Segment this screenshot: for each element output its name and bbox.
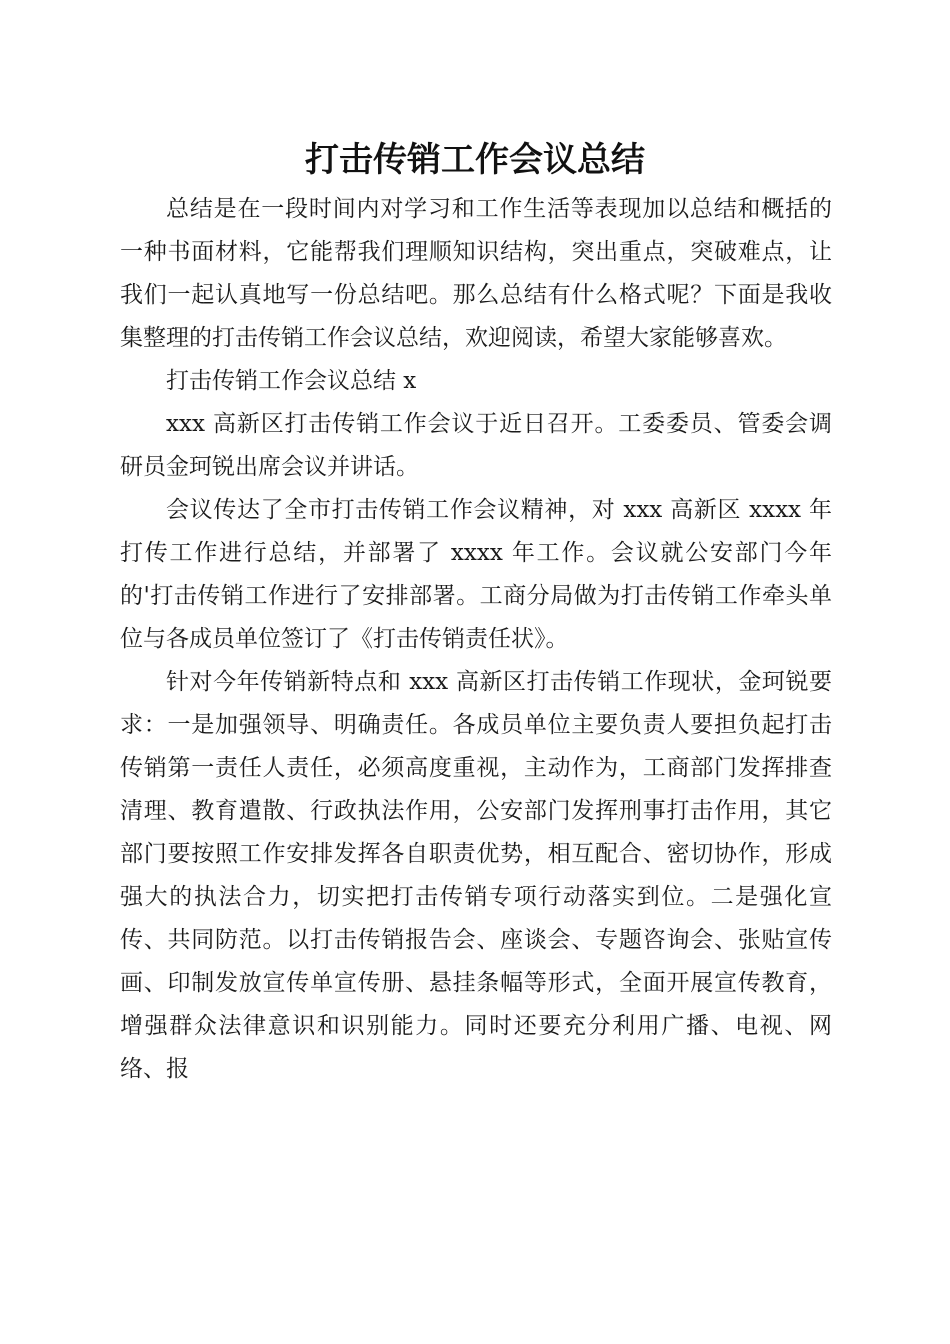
intro-paragraph: 总结是在一段时间内对学习和工作生活等表现加以总结和概括的一种书面材料，它能帮我们理顺知识结构，突出重点，突破难点，让我们一起认真地写一份总结吧。那么总结有什么格式呢？下面是我收集整理的打击传销工作会议总结，欢迎阅读，希望大家能够喜欢。 <box>120 196 832 351</box>
document-body <box>120 188 832 1091</box>
section-heading: 打击传销工作会议总结 x <box>166 368 417 394</box>
body-paragraph: 会议传达了全市打击传销工作会议精神，对 xxx 高新区 xxxx 年打传工作进行总结，并部署了 xxxx 年工作。会议就公安部门今年的'打击传销工作进行了安排部署。工商分局做为打击传销工作牵头单位与各成员单位签订了《打击传销责任状》。 <box>120 497 832 652</box>
document-title: 打击传销工作会议总结 <box>305 140 645 180</box>
body-paragraph: xxx 高新区打击传销工作会议于近日召开。工委委员、管委会调研员金珂锐出席会议并讲话。 <box>120 411 832 480</box>
body-paragraph: 针对今年传销新特点和 xxx 高新区打击传销工作现状，金珂锐要求：一是加强领导、明确责任。各成员单位主要负责人要担负起打击传销第一责任人责任，必须高度重视，主动作为，工商部门发挥排查清理、教育遣散、行政执法作用，公安部门发挥刑事打击作用，其它部门要按照工作安排发挥各自职责优势，相互配合、密切协作，形成强大的执法合力，切实把打击传销专项行动落实到位。二是强化宣传、共同防范。以打击传销报告会、座谈会、专题咨询会、张贴宣传画、印制发放宣传单宣传册、悬挂条幅等形式，全面开展宣传教育，增强群众法律意识和识别能力。同时还要充分利用广播、电视、网络、报 <box>120 669 832 1082</box>
